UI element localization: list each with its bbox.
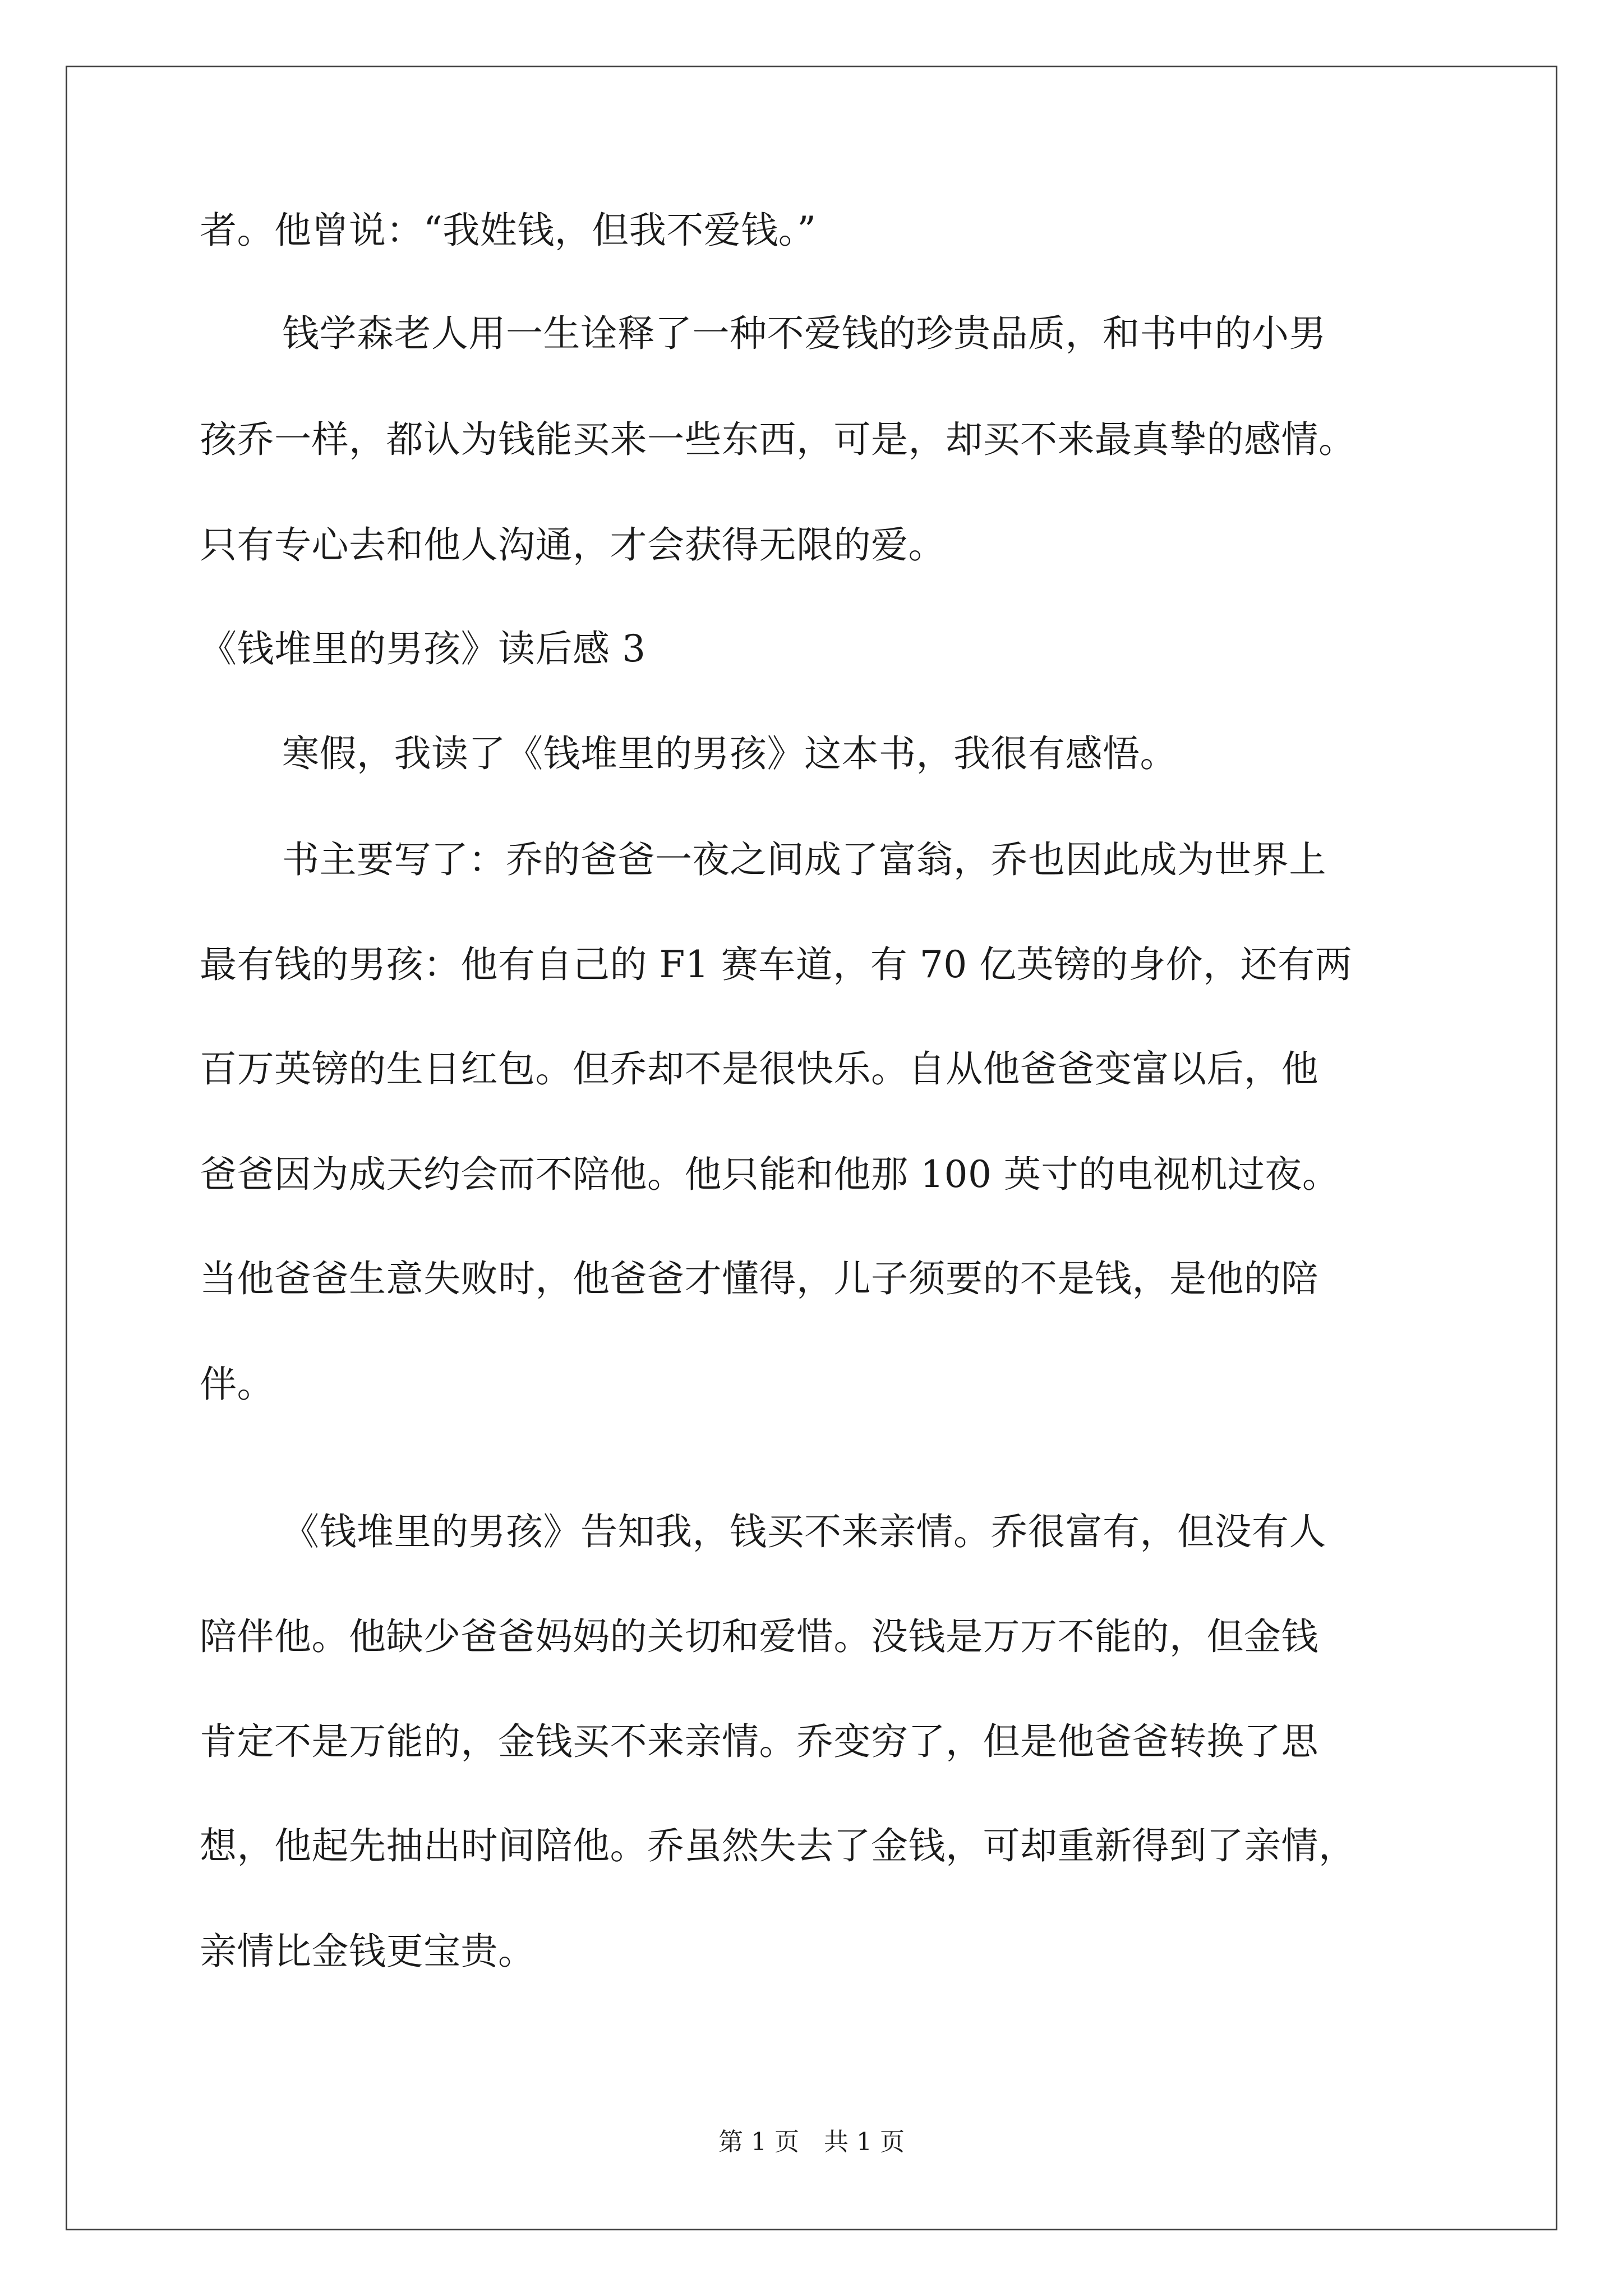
- page-footer: [0, 2127, 1623, 2157]
- section-heading: 《钱堆里的男孩》读后感 3: [200, 627, 646, 670]
- page-border: [66, 66, 1557, 2230]
- page-number-total: 共 1 页: [824, 2128, 905, 2156]
- body-line-10: 爸爸因为成天约会而不陪他。他只能和他那 100 英寸的电视机过夜。: [200, 1153, 1340, 1196]
- body-line-13: 《钱堆里的男孩》告知我，钱买不来亲情。乔很富有，但没有人: [282, 1510, 1326, 1553]
- body-line-2: 钱学森老人用一生诠释了一种不爱钱的珍贵品质，和书中的小男: [282, 312, 1326, 355]
- page-number-current: 第 1 页: [718, 2128, 799, 2156]
- body-line-8: 最有钱的男孩：他有自己的 F1 赛车道，有 70 亿英镑的身价，还有两: [200, 943, 1353, 986]
- body-line-3: 孩乔一样，都认为钱能买来一些东西，可是，却买不来最真挚的感情。: [200, 418, 1356, 461]
- body-line-7: 书主要写了：乔的爸爸一夜之间成了富翁，乔也因此成为世界上: [282, 838, 1326, 881]
- body-line-12: 伴。: [200, 1363, 274, 1406]
- body-line-6: 寒假，我读了《钱堆里的男孩》这本书，我很有感悟。: [282, 732, 1177, 775]
- body-line-4: 只有专心去和他人沟通，才会获得无限的爱。: [200, 523, 946, 567]
- body-line-15: 肯定不是万能的，金钱买不来亲情。乔变穷了，但是他爸爸转换了思: [200, 1720, 1318, 1763]
- body-line-14: 陪伴他。他缺少爸爸妈妈的关切和爱惜。没钱是万万不能的，但金钱: [200, 1615, 1318, 1658]
- body-line-17: 亲情比金钱更宝贵。: [200, 1930, 536, 1973]
- body-line-16: 想，他起先抽出时间陪他。乔虽然失去了金钱，可却重新得到了亲情，: [200, 1824, 1356, 1867]
- body-line-1: 者。他曾说：“我姓钱，但我不爱钱。”: [200, 209, 817, 252]
- body-line-11: 当他爸爸生意失败时，他爸爸才懂得，儿子须要的不是钱，是他的陪: [200, 1257, 1318, 1300]
- body-line-9: 百万英镑的生日红包。但乔却不是很快乐。自从他爸爸变富以后，他: [200, 1047, 1318, 1091]
